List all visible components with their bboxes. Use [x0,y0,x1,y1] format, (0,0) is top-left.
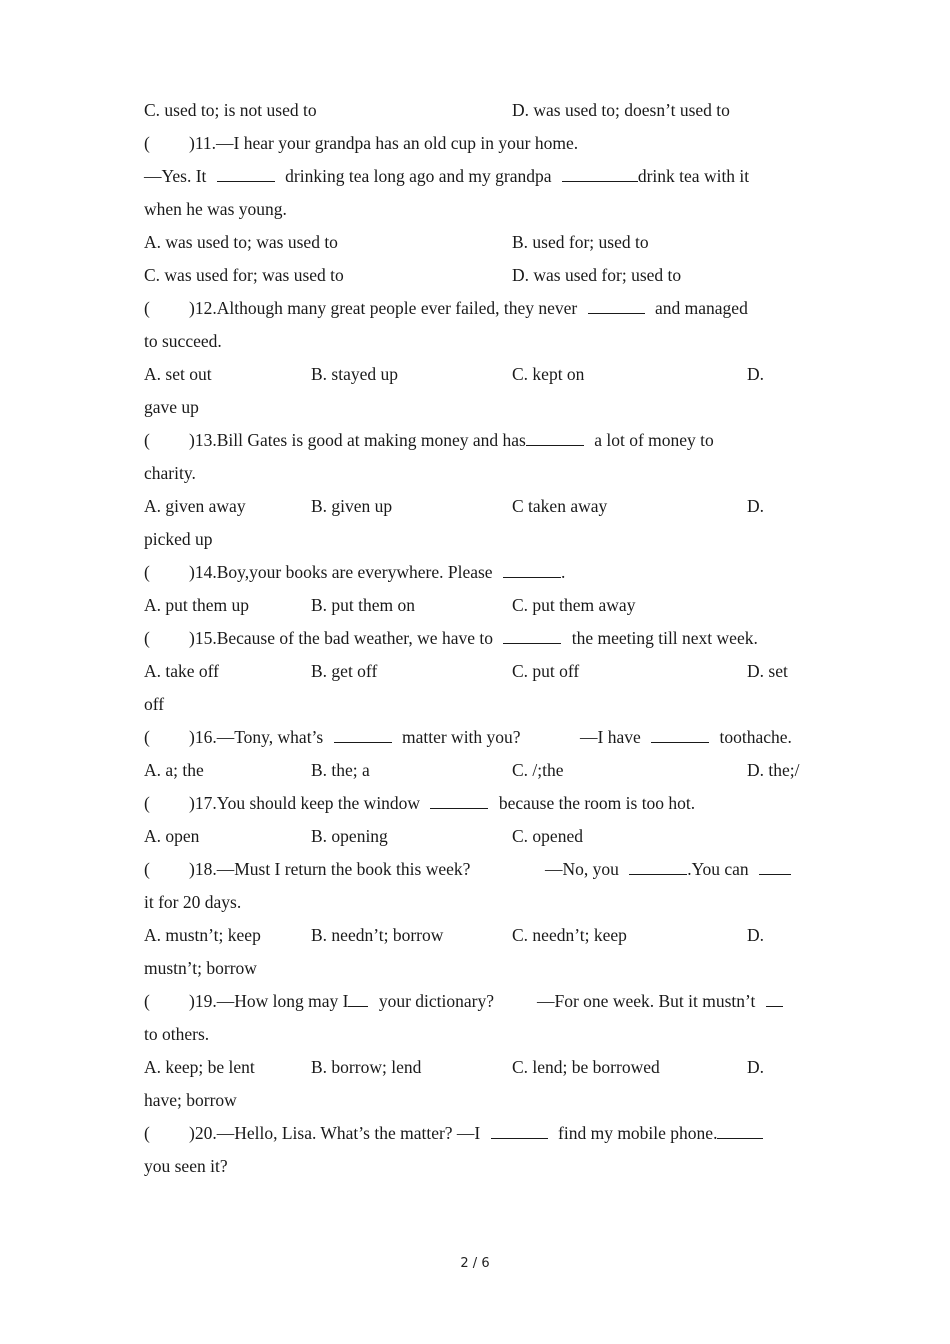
q12-line2: to succeed. [144,331,222,351]
q16-option-d: D. the;/ [747,760,800,780]
q11-option-b: B. used for; used to [512,232,649,252]
q19-option-d-cont: have; borrow [144,1090,237,1110]
q13-option-d: D. [747,496,765,516]
q16-text-c: —I have [580,727,641,747]
q18-text-c: .You can [687,859,749,879]
q16-stem [189,726,521,748]
q16-option-a: A. a; the [144,760,204,780]
q18-option-d: D. [747,925,765,945]
q15-option-d: D. set [747,661,788,681]
q16-option-c: C. /;the [512,760,564,780]
q17-text-b: because the room is too hot. [498,793,696,813]
q12-text-a: )12.Although many great people ever failed, they never [189,298,578,318]
q19-text-c: —For one week. But it mustn’t [537,991,756,1011]
q20-line2: you seen it? [144,1156,228,1176]
q14-blank [503,562,561,578]
q20-paren: ( [144,1123,150,1143]
q17-blank [430,793,488,809]
q12-option-c: C. kept on [512,364,585,384]
q11-text-c: drink tea with it [637,166,750,186]
q16-text-b: matter with you? [401,727,521,747]
q20-text-b: find my mobile phone. [558,1123,718,1143]
q16-option-b: B. the; a [311,760,370,780]
q14-option-c: C. put them away [512,595,636,615]
q15-text-a: )15.Because of the bad weather, we have to [189,628,493,648]
q20-blank-1 [491,1123,548,1139]
q12-option-b: B. stayed up [311,364,399,384]
q18-answer [545,858,791,880]
q19-text-a: )19.—How long may I [189,991,349,1011]
q10-option-c: C. used to; is not used to [144,100,317,120]
q19-option-c: C. lend; be borrowed [512,1057,660,1077]
q11-blank-2 [562,166,638,182]
q20-text-a: )20.—Hello, Lisa. What’s the matter? —I [189,1123,481,1143]
q11-text-a: —Yes. It [144,166,207,186]
q19-stem [189,990,494,1012]
q14-stem [189,561,565,583]
q15-option-a: A. take off [144,661,219,681]
q13-option-a: A. given away [144,496,246,516]
q16-text-d: toothache. [719,727,792,747]
q11-stem: )11.—I hear your grandpa has an old cup in your home. [189,133,579,153]
q12-option-a: A. set out [144,364,212,384]
q15-option-b: B. get off [311,661,378,681]
q16-text-a: )16.—Tony, what’s [189,727,324,747]
q17-stem [189,792,695,814]
q18-stem: )18.—Must I return the book this week? [189,859,471,879]
q13-blank [526,430,584,446]
q18-line2: it for 20 days. [144,892,242,912]
q15-text-b: the meeting till next week. [571,628,758,648]
q18-option-d-cont: mustn’t; borrow [144,958,257,978]
q15-blank [503,628,561,644]
page-number: 2 / 6 [460,1256,490,1271]
q12-text-b: and managed [655,298,748,318]
q14-option-a: A. put them up [144,595,249,615]
q10-option-d: D. was used to; doesn’t used to [512,100,730,120]
q11-option-a: A. was used to; was used to [144,232,338,252]
q11-paren: ( [144,133,150,153]
q19-blank-1 [348,991,368,1007]
q19-blank-2 [766,991,783,1007]
q15-option-c: C. put off [512,661,580,681]
q19-option-d: D. [747,1057,765,1077]
q14-text-a: )14.Boy,your books are everywhere. Please [189,562,493,582]
q11-line2 [144,165,749,187]
q15-stem [189,627,758,649]
q15-paren: ( [144,628,150,648]
q18-blank-2 [759,859,791,875]
q19-line2: to others. [144,1024,210,1044]
q16-answer [580,726,792,748]
q13-text-b: a lot of money to [594,430,714,450]
q13-paren: ( [144,430,150,450]
q19-text-b: your dictionary? [378,991,494,1011]
q18-text-b: —No, you [545,859,619,879]
q13-option-c: C taken away [512,496,608,516]
q18-option-a: A. mustn’t; keep [144,925,261,945]
q14-paren: ( [144,562,150,582]
q20-stem [189,1122,763,1144]
q13-line2: charity. [144,463,196,483]
q16-blank-2 [651,727,709,743]
q17-paren: ( [144,793,150,813]
q13-option-d-cont: picked up [144,529,213,549]
q16-paren: ( [144,727,150,747]
q13-option-b: B. given up [311,496,393,516]
q18-option-b: B. needn’t; borrow [311,925,444,945]
q18-option-c: C. needn’t; keep [512,925,627,945]
q19-option-a: A. keep; be lent [144,1057,255,1077]
q17-option-c: C. opened [512,826,583,846]
q12-option-d-cont: gave up [144,397,199,417]
q17-option-a: A. open [144,826,200,846]
q13-text-a: )13.Bill Gates is good at making money and has [189,430,526,450]
q18-paren: ( [144,859,150,879]
q18-blank-1 [629,859,687,875]
q17-option-b: B. opening [311,826,388,846]
q12-stem [189,297,748,319]
q16-blank-1 [334,727,392,743]
q12-paren: ( [144,298,150,318]
q15-option-d-cont: off [144,694,165,714]
q11-option-d: D. was used for; used to [512,265,682,285]
q11-option-c: C. was used for; was used to [144,265,344,285]
q11-text-b: drinking tea long ago and my grandpa [285,166,552,186]
q19-option-b: B. borrow; lend [311,1057,422,1077]
q11-blank-1 [217,166,275,182]
q20-blank-2 [717,1123,763,1139]
q12-blank [588,298,645,314]
q19-paren: ( [144,991,150,1011]
q19-answer [537,990,783,1012]
q14-option-b: B. put them on [311,595,416,615]
q12-option-d: D. [747,364,765,384]
q11-line3: when he was young. [144,199,287,219]
q13-stem [189,429,714,451]
q17-text-a: )17.You should keep the window [189,793,421,813]
q14-text-b: . [560,562,566,582]
